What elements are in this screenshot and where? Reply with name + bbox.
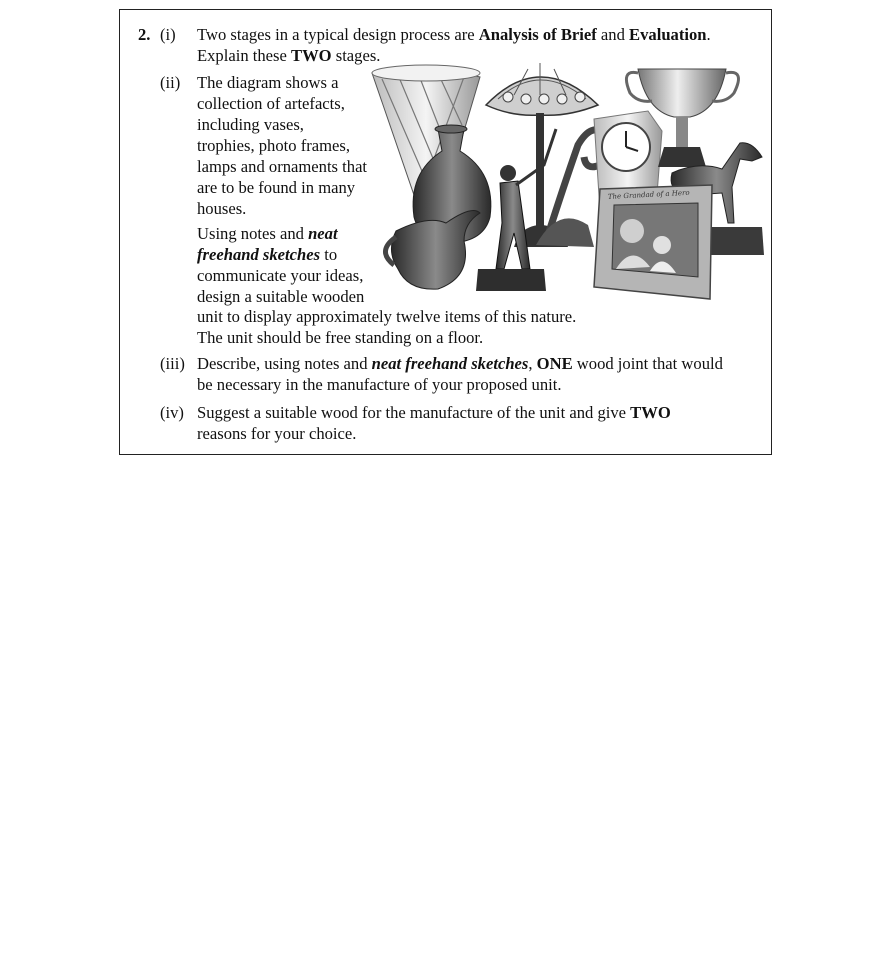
part-i-line2: Explain these TWO stages. — [197, 46, 381, 65]
part-ii-text-line: are to be found in many — [197, 178, 356, 197]
part-ii-text-line: lamps and ornaments that — [197, 157, 368, 176]
part-iv-line2: reasons for your choice. — [197, 424, 357, 443]
artefacts-illustration — [368, 55, 768, 301]
part-iii-line2: be necessary in the manufacture of your proposed unit. — [197, 375, 562, 394]
part-ii-text-line: collection of artefacts, — [197, 94, 345, 113]
part-ii-task-line: The unit should be free standing on a floor. — [197, 328, 484, 347]
part-ii-text-line: The diagram shows a — [197, 73, 339, 92]
part-iv-line1: Suggest a suitable wood for the manufacture of the unit and give TWO — [197, 403, 671, 422]
frame-caption: The Grandad of a Hero — [607, 188, 690, 201]
part-ii-task-line: Using notes and neat — [197, 224, 338, 243]
part-ii-task-line: freehand sketches to — [197, 245, 338, 264]
part-ii-text-line: including vases, — [197, 115, 304, 134]
part-ii-task-line: unit to display approximately twelve items of this nature. — [197, 307, 577, 326]
part-i-label: (i) — [160, 25, 176, 44]
part-i-line1: Two stages in a typical design process are Analysis of Brief and Evaluation. — [197, 25, 711, 44]
part-iii-line1: Describe, using notes and neat freehand sketches, ONE wood joint that would — [197, 354, 723, 373]
part-iv-label: (iv) — [160, 403, 184, 422]
part-ii-task-line: design a suitable wooden — [197, 287, 365, 306]
part-ii-text-line: trophies, photo frames, — [197, 136, 350, 155]
part-iii-label: (iii) — [160, 354, 185, 373]
jug — [385, 211, 480, 290]
part-ii-task-line: communicate your ideas, — [197, 266, 364, 285]
question-number: 2. — [138, 25, 151, 44]
photo-frame — [594, 185, 712, 299]
part-ii-label: (ii) — [160, 73, 181, 92]
part-ii-text-line: houses. — [197, 199, 247, 218]
